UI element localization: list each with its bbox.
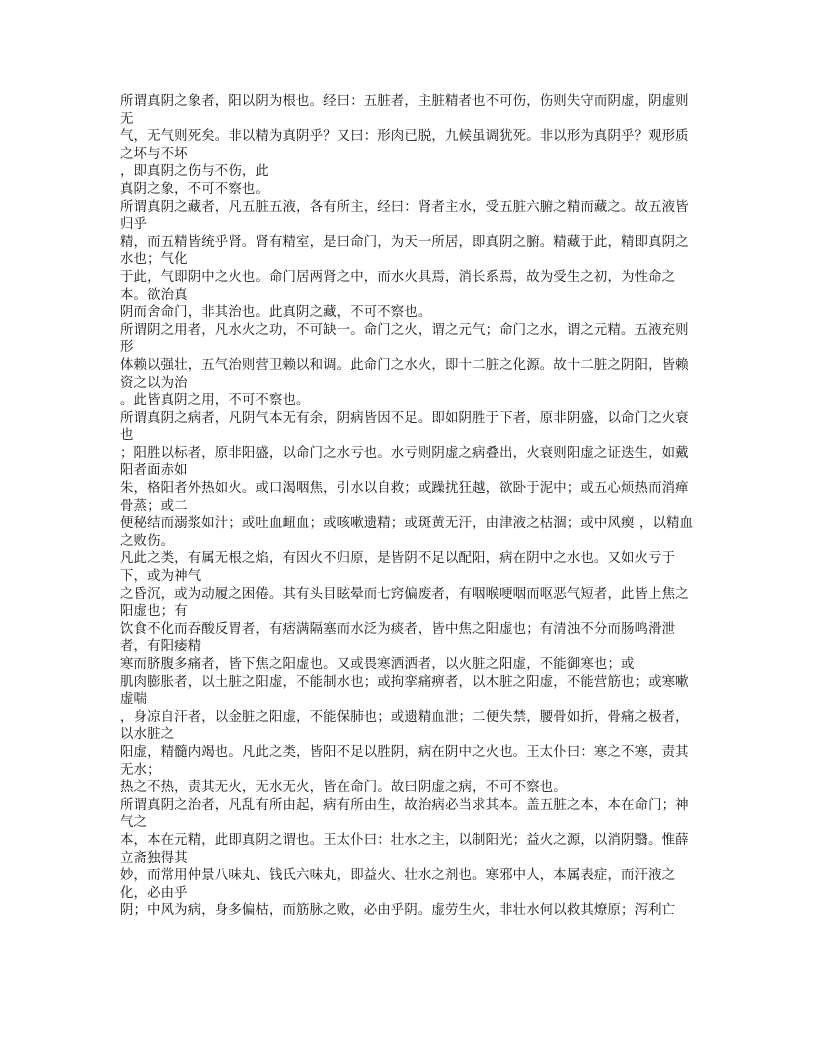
text-line: ，即真阴之伤与不伤，此 — [120, 164, 269, 180]
text-line: 真阴之象，不可不察也。 — [120, 181, 269, 197]
text-line: 所谓真阴之治者，凡乱有所由起，病有所由生，故治病必当求其本。盖五脏之本，本在命门；神气之 — [120, 797, 689, 831]
text-line: 肌肉膨胀者，以土脏之阳虚，不能制水也；或拘挛痛痹者，以木脏之阳虚，不能营筋也；或寒嗽虚喘 — [120, 674, 689, 708]
text-line: 所谓真阴之藏者，凡五脏五液，各有所主，经曰：肾者主水，受五脏六腑之精而藏之。故五液皆归乎 — [120, 199, 689, 233]
text-line: 所谓真阴之象者，阳以阴为根也。经曰：五脏者，主脏精者也不可伤，伤则失守而阴虚，阴虚则无 — [120, 94, 689, 127]
text-line: 朱，格阳者外热如火。或口渴咽焦，引水以自救；或躁扰狂越，欲卧于泥中；或五心烦热而消瘅骨蒸；或二 — [120, 481, 689, 514]
text-line: 寒而脐腹多痛者，皆下焦之阳虚也。又或畏寒洒洒者，以火脏之阳虚，不能御寒也；或 — [120, 657, 635, 672]
text-line: 便秘结而溺浆如汁；或吐血衄血；或咳嗽遗精；或斑黄无汗，由津液之枯涸；或中风瘈 ，以精血之败伤。 — [120, 516, 694, 549]
text-line: 妙，而常用仲景八味丸、钱氏六味丸，即益火、壮水之剂也。寒邪中人，本属表症，而汗液之化，必由乎 — [120, 868, 676, 901]
text-line: 于此，气即阴中之火也。命门居两肾之中，而水火具焉，消长系焉，故为受生之初，为性命之本。欲治真 — [120, 269, 676, 303]
text-line: 体赖以强壮，五气治则营卫赖以和调。此命门之水火，即十二脏之化源。故十二脏之阴阳，皆赖资之以为治 — [120, 357, 689, 391]
text-line: 之昏沉，或为动履之困倦。其有头目眩晕而七窍偏废者，有咽喉哽咽而呕恶气短者，此皆上焦之阳虚也；有 — [120, 586, 689, 620]
text-line: 本，本在元精，此即真阴之谓也。王太仆曰：壮水之主，以制阳光；益火之源，以消阴翳。惟薛立斋独得其 — [120, 832, 689, 866]
text-line: 阴而舍命门，非其治也。此真阴之藏，不可不察也。 — [120, 305, 432, 321]
document-page — [120, 93, 698, 920]
text-line: 所谓真阴之病者，凡阴气本无有余，阴病皆因不足。即如阴胜于下者，原非阴盛，以命门之火衰也 — [120, 410, 689, 444]
text-line: 气，无气则死矣。非以精为真阴乎？又曰：形肉已脱，九候虽调犹死。非以形为真阴乎？观形质之坏与不坏 — [120, 129, 689, 162]
text-line: 热之不热，责其无火，无水无火，皆在命门。故曰阴虚之病，不可不察也。 — [120, 780, 567, 796]
text-line: 阳虚，精髓内竭也。凡此之类，皆阳不足以胜阴，病在阴中之火也。王太仆曰：寒之不寒，责其无水； — [120, 744, 689, 778]
text-line: 饮食不化而吞酸反胃者，有痞满隔塞而水泛为痰者，皆中焦之阳虚也；有清浊不分而肠鸣滑泄者，有阳痿精 — [120, 621, 676, 655]
text-line: 所谓阴之用者，凡水火之功，不可缺一。命门之火，谓之元气；命门之水，谓之元精。五液充则形 — [120, 322, 689, 356]
text-line: 。此皆真阴之用，不可不察也。 — [120, 393, 310, 409]
text-line: 阴；中风为病，身多偏枯，而筋脉之败，必由乎阴。虚劳生火，非壮水何以救其燎原；泻利亡 — [120, 903, 676, 919]
text-line: ，身凉自汗者，以金脏之阳虚，不能保肺也；或遗精血泄；二便失禁，腰骨如折，骨痛之极者，以水脏之 — [120, 709, 689, 743]
text-line: ；阳胜以标者，原非阳盛，以命门之水亏也。水亏则阴虚之病叠出，火衰则阳虚之证迭生，如戴阳者面赤如 — [120, 445, 689, 479]
text-line: 凡此之类，有属无根之焰，有因火不归原，是皆阴不足以配阳，病在阴中之水也。又如火亏于下，或为神气 — [120, 551, 676, 585]
text-line: 精，而五精皆统乎肾。肾有精室，是曰命门，为天一所居，即真阴之腑。精藏于此，精即真阴之水也；气化 — [120, 234, 689, 268]
